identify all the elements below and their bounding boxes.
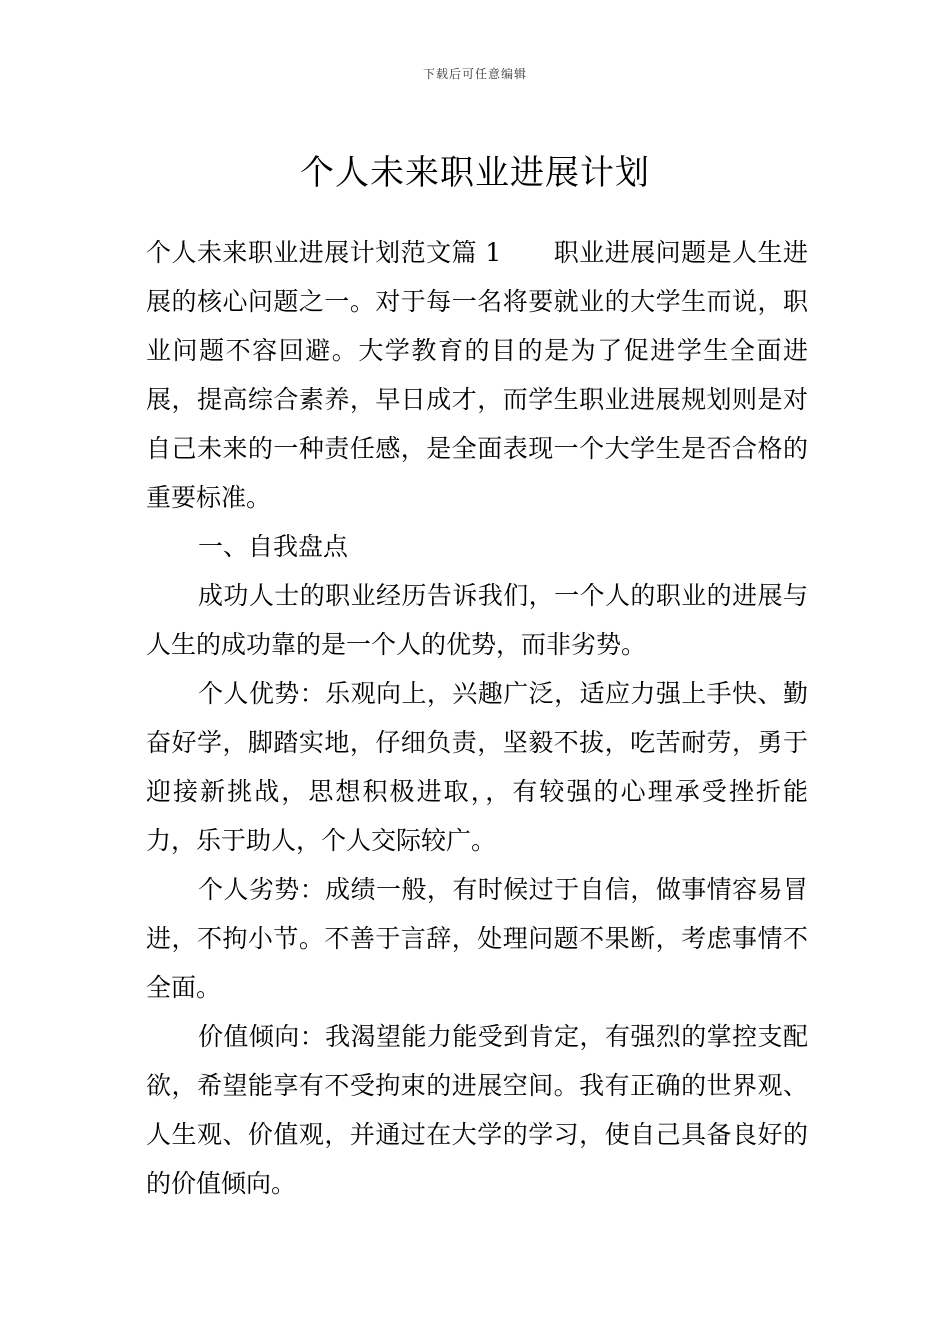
section-heading: 一、自我盘点 xyxy=(198,532,349,561)
header-note: 下载后可任意编辑 xyxy=(422,67,527,81)
body-paragraph: 个人优势：乐观向上，兴趣广泛，适应力强上手快、勤奋好学，脚踏实地，仔细负责，坚毅不拔，吃苦耐劳，勇于迎接新挑战，思想积极进取，，有较强的心理承受挫折能力，乐于助人，个人交际较广。 xyxy=(146,679,808,855)
intro-label: 个人未来职业进展计划范文篇 1 xyxy=(146,238,502,267)
intro-text: 职业进展问题是人生进展的核心问题之一。对于每一名将要就业的大学生而说，职业问题不容回避。大学教育的目的是为了促进学生全面进展，提高综合素养，早日成才，而学生职业进展规划则是对自己未来的一种责任感，是全面表现一个大学生是否合格的重要标准。 xyxy=(146,238,808,512)
document-title: 个人未来职业进展计划 xyxy=(300,152,650,193)
body-paragraph: 个人劣势：成绩一般，有时候过于自信，做事情容易冒进，不拘小节。不善于言辞，处理问题不果断，考虑事情不全面。 xyxy=(146,875,808,1002)
intro-paragraph xyxy=(146,228,808,522)
body-paragraph: 成功人士的职业经历告诉我们，一个人的职业的进展与人生的成功靠的是一个人的优势，而非劣势。 xyxy=(146,581,808,659)
body-paragraph: 价值倾向：我渴望能力能受到肯定，有强烈的掌控支配欲，希望能享有不受拘束的进展空间。我有正确的世界观、人生观、价值观，并通过在大学的学习，使自己具备良好的的价值倾向。 xyxy=(146,1022,808,1198)
document-body xyxy=(146,228,808,1208)
